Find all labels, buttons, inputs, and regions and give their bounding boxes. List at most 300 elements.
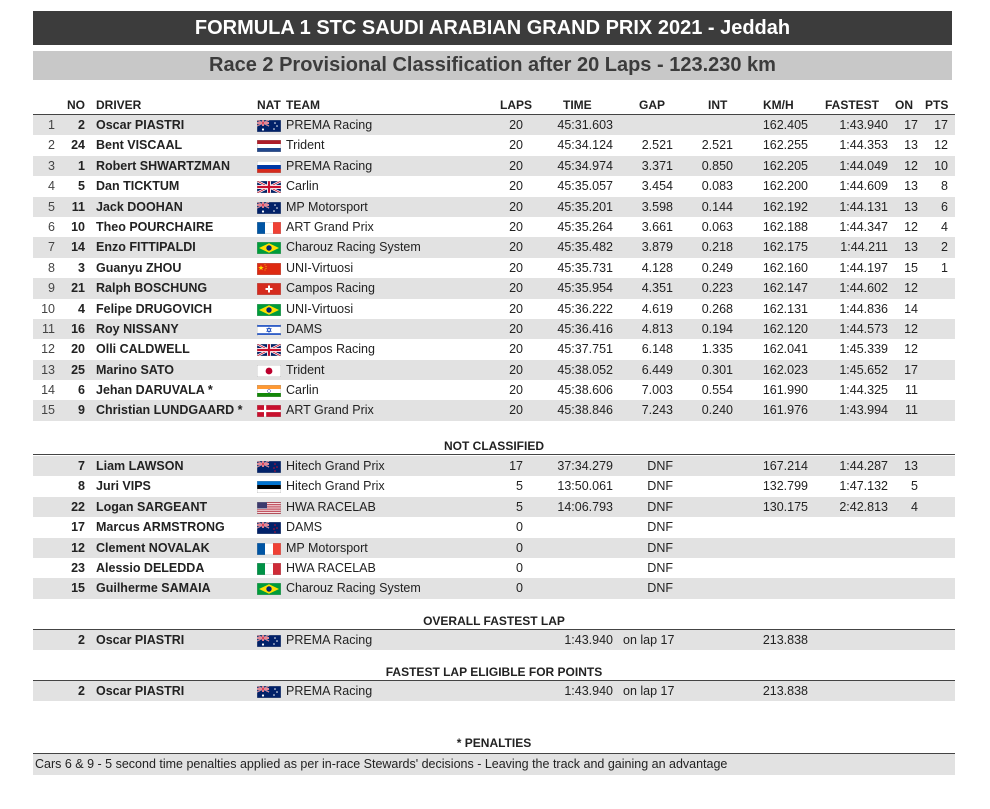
speed-cell: 167.214 [762, 459, 808, 473]
table-row [33, 681, 955, 701]
penalties-title: * PENALTIES [456, 736, 532, 750]
time-cell: 45:35.201 [557, 199, 613, 214]
gap-cell: 3.371 [641, 158, 673, 173]
gap-cell: 7.243 [641, 403, 673, 418]
team-cell: Hitech Grand Prix [286, 479, 385, 494]
car-number-cell: 10 [71, 219, 85, 234]
time-cell: 45:36.222 [557, 301, 613, 316]
fastest-on-lap-cell: 13 [904, 199, 918, 214]
header-gap: GAP [639, 98, 666, 112]
points-cell: 10 [934, 158, 948, 173]
divider [33, 454, 955, 455]
table-row [33, 380, 955, 400]
laps-cell: 0 [516, 560, 523, 575]
table-row [33, 400, 955, 420]
speed-cell: 162.041 [762, 342, 808, 357]
team-cell: Carlin [286, 179, 319, 194]
time-cell: 45:38.052 [557, 362, 613, 377]
laps-cell: 20 [509, 281, 523, 296]
laps-cell: 20 [509, 342, 523, 357]
fastest-on-lap-cell: 11 [905, 403, 918, 418]
fastest-lap-time-cell: 1:43.940 [564, 633, 613, 647]
driver-cell: Guilherme SAMAIA [96, 581, 211, 596]
time-cell: 45:36.416 [557, 321, 613, 336]
car-number-cell: 21 [71, 281, 85, 296]
laps-cell: 20 [509, 240, 523, 255]
car-number-cell: 6 [78, 383, 85, 398]
driver-cell: Clement NOVALAK [96, 540, 210, 555]
header-laps: LAPS [499, 98, 532, 112]
team-cell: MP Motorsport [286, 199, 368, 214]
time-cell: 45:35.057 [557, 179, 613, 194]
gap-cell: 6.449 [641, 362, 673, 377]
fastest-on-lap-cell: 12 [904, 219, 918, 234]
interval-cell: 0.268 [701, 301, 733, 316]
car-number-cell: 2 [78, 118, 85, 132]
flag-icon [257, 161, 281, 173]
car-number-cell: 11 [71, 199, 85, 214]
overall-fastest-table [33, 630, 955, 650]
on-lap-cell: on lap 17 [623, 684, 675, 698]
header-fastest: FASTEST [825, 98, 880, 112]
position-cell: 13 [41, 362, 55, 377]
driver-cell: Jack DOOHAN [96, 199, 183, 214]
car-number-cell: 20 [71, 342, 85, 357]
flag-icon [257, 365, 281, 377]
team-cell: UNI-Virtuosi [286, 301, 354, 316]
gap-cell: 4.813 [641, 321, 673, 336]
gap-cell: DNF [647, 540, 673, 555]
car-number-cell: 12 [71, 540, 85, 555]
points-cell: 17 [934, 118, 948, 132]
position-cell: 1 [48, 118, 55, 132]
team-cell: Carlin [286, 383, 319, 398]
laps-cell: 20 [509, 301, 523, 316]
team-cell: ART Grand Prix [286, 219, 374, 234]
gap-cell: 2.521 [641, 138, 673, 153]
driver-cell: Marino SATO [96, 362, 175, 377]
driver-cell: Liam LAWSON [96, 459, 184, 473]
flag-icon [257, 385, 281, 397]
car-number-cell: 16 [71, 321, 85, 336]
team-cell: Hitech Grand Prix [286, 459, 385, 473]
laps-cell: 20 [509, 362, 523, 377]
fastest-on-lap-cell: 5 [911, 479, 918, 494]
interval-cell: 0.194 [701, 321, 733, 336]
time-cell: 45:34.974 [557, 158, 613, 173]
flag-icon [257, 344, 281, 356]
fastest-lap-cell: 1:44.573 [839, 321, 888, 336]
position-cell: 5 [48, 199, 55, 214]
interval-cell: 0.850 [701, 158, 733, 173]
points-cell: 12 [934, 138, 948, 153]
gap-cell: 3.661 [641, 219, 673, 234]
gap-cell: DNF [647, 520, 673, 535]
points-cell: 1 [941, 260, 948, 275]
flag-icon [257, 181, 281, 193]
interval-cell: 0.249 [701, 260, 733, 275]
header-pts: PTS [925, 98, 949, 112]
speed-cell: 162.131 [762, 301, 808, 316]
speed-cell: 162.175 [762, 240, 808, 255]
table-row [33, 456, 955, 476]
team-cell: HWA RACELAB [286, 499, 376, 514]
points-cell: 2 [941, 240, 948, 255]
driver-cell: Dan TICKTUM [96, 179, 180, 194]
table-row [33, 578, 955, 598]
position-cell: 7 [48, 240, 55, 255]
team-cell: MP Motorsport [286, 540, 368, 555]
position-cell: 15 [41, 403, 55, 418]
time-cell: 45:35.264 [557, 219, 613, 234]
points-cell: 6 [941, 199, 948, 214]
laps-cell: 17 [509, 459, 523, 473]
driver-cell: Felipe DRUGOVICH [96, 301, 212, 316]
fastest-lap-cell: 1:44.609 [839, 179, 888, 194]
fastest-points-title: FASTEST LAP ELIGIBLE FOR POINTS [385, 665, 603, 679]
position-cell: 6 [48, 219, 55, 234]
driver-cell: Oscar PIASTRI [96, 633, 185, 647]
interval-cell: 0.063 [701, 219, 733, 234]
time-cell: 45:34.124 [557, 138, 613, 153]
laps-cell: 20 [509, 138, 523, 153]
car-number-cell: 17 [71, 520, 85, 535]
laps-cell: 0 [516, 520, 523, 535]
position-cell: 4 [48, 179, 55, 194]
speed-cell: 162.023 [762, 362, 808, 377]
fastest-on-lap-cell: 12 [904, 158, 918, 173]
header-kmh: KM/H [763, 98, 794, 112]
header-nat: NAT [257, 98, 281, 112]
driver-cell: Juri VIPS [96, 479, 151, 494]
driver-cell: Theo POURCHAIRE [96, 219, 214, 234]
table-row [33, 197, 955, 217]
fastest-lap-cell: 1:44.287 [839, 459, 888, 473]
table-row [33, 517, 955, 537]
classification-table [33, 95, 955, 421]
fastest-lap-cell: 2:42.813 [839, 499, 888, 514]
fastest-lap-cell: 1:44.602 [839, 281, 888, 296]
speed-cell: 162.255 [762, 138, 808, 153]
table-row [33, 360, 955, 380]
time-cell: 45:38.606 [557, 383, 613, 398]
table-row [33, 237, 955, 257]
fastest-lap-cell: 1:44.836 [839, 301, 888, 316]
speed-cell: 161.976 [762, 403, 808, 418]
time-cell: 37:34.279 [557, 459, 613, 473]
flag-icon [257, 481, 281, 493]
laps-cell: 5 [516, 499, 523, 514]
flag-icon [257, 140, 281, 152]
fastest-on-lap-cell: 15 [904, 260, 918, 275]
position-cell: 9 [48, 281, 55, 296]
speed-cell: 130.175 [762, 499, 808, 514]
position-cell: 11 [42, 321, 55, 336]
header-driver: DRIVER [96, 98, 142, 112]
position-cell: 8 [48, 260, 55, 275]
flag-icon [257, 222, 281, 234]
driver-cell: Ralph BOSCHUNG [96, 281, 208, 296]
interval-cell: 1.335 [701, 342, 733, 357]
gap-cell: DNF [647, 459, 673, 473]
flag-icon [257, 522, 281, 534]
fastest-on-lap-cell: 13 [904, 459, 918, 473]
fastest-lap-cell: 1:44.211 [840, 240, 888, 255]
gap-cell: 4.128 [641, 260, 673, 275]
speed-cell: 162.188 [762, 219, 808, 234]
car-number-cell: 9 [78, 403, 85, 418]
table-row [33, 135, 955, 155]
laps-cell: 20 [509, 260, 523, 275]
speed-cell: 162.147 [762, 281, 808, 296]
flag-icon [257, 502, 281, 514]
gap-cell: 7.003 [641, 383, 673, 398]
flag-icon [257, 120, 281, 132]
interval-cell: 0.144 [701, 199, 733, 214]
flag-icon [257, 543, 281, 555]
position-cell: 3 [48, 158, 55, 173]
interval-cell: 0.554 [701, 383, 733, 398]
time-cell: 45:38.846 [557, 403, 613, 418]
team-cell: Charouz Racing System [286, 240, 421, 255]
team-cell: DAMS [286, 321, 323, 336]
car-number-cell: 24 [71, 138, 85, 153]
fastest-lap-cell: 1:44.197 [839, 260, 888, 275]
table-row [33, 630, 955, 650]
fastest-lap-cell: 1:43.994 [839, 403, 888, 418]
driver-cell: Christian LUNDGAARD * [96, 403, 243, 418]
fastest-on-lap-cell: 17 [904, 362, 918, 377]
fastest-lap-cell: 1:44.353 [839, 138, 888, 153]
interval-cell: 0.301 [701, 362, 733, 377]
not-classified-table [33, 456, 955, 599]
laps-cell: 20 [509, 118, 523, 132]
fastest-on-lap-cell: 11 [905, 383, 918, 398]
table-row [33, 156, 955, 176]
fastest-on-lap-cell: 14 [904, 301, 918, 316]
fastest-points-table [33, 681, 955, 701]
team-cell: Trident [286, 138, 325, 153]
speed-cell: 132.799 [762, 479, 808, 494]
gap-cell: 4.351 [641, 281, 673, 296]
car-number-cell: 22 [71, 499, 85, 514]
car-number-cell: 8 [78, 479, 85, 494]
flag-icon [257, 242, 281, 254]
flag-icon [257, 304, 281, 316]
interval-cell: 0.218 [701, 240, 733, 255]
car-number-cell: 25 [71, 362, 85, 377]
flag-icon [257, 563, 281, 575]
car-number-cell: 2 [78, 633, 85, 647]
laps-cell: 20 [509, 219, 523, 234]
gap-cell: DNF [647, 560, 673, 575]
car-number-cell: 23 [71, 560, 85, 575]
table-row [33, 278, 955, 298]
points-cell: 4 [941, 219, 948, 234]
laps-cell: 0 [516, 540, 523, 555]
fastest-lap-cell: 1:44.325 [839, 383, 888, 398]
interval-cell: 0.223 [701, 281, 733, 296]
table-row [33, 558, 955, 578]
gap-cell: 3.879 [641, 240, 673, 255]
gap-cell: DNF [647, 499, 673, 514]
flag-icon [257, 324, 281, 336]
driver-cell: Alessio DELEDDA [96, 560, 205, 575]
laps-cell: 20 [509, 321, 523, 336]
interval-cell: 0.240 [701, 403, 733, 418]
time-cell: 45:35.731 [557, 260, 613, 275]
laps-cell: 5 [516, 479, 523, 494]
table-row [33, 538, 955, 558]
flag-icon [257, 263, 281, 275]
laps-cell: 20 [509, 403, 523, 418]
overall-fastest-title: OVERALL FASTEST LAP [423, 614, 565, 628]
car-number-cell: 3 [78, 260, 85, 275]
header-int: INT [708, 98, 728, 112]
on-lap-cell: on lap 17 [623, 633, 675, 647]
table-row [33, 476, 955, 496]
fastest-lap-cell: 1:45.339 [839, 342, 888, 357]
team-cell: PREMA Racing [286, 118, 373, 132]
gap-cell: DNF [647, 479, 673, 494]
interval-cell: 0.083 [701, 179, 733, 194]
header-team: TEAM [286, 98, 320, 112]
driver-cell: Oscar PIASTRI [96, 118, 185, 132]
page-subtitle: Race 2 Provisional Classification after 20 Laps - 123.230 km [33, 51, 952, 80]
header-no: NO [67, 98, 85, 112]
car-number-cell: 2 [78, 684, 85, 698]
fastest-on-lap-cell: 12 [904, 342, 918, 357]
position-cell: 14 [41, 383, 55, 398]
table-row [33, 339, 955, 359]
flag-icon [257, 405, 281, 417]
team-cell: Charouz Racing System [286, 581, 421, 596]
fastest-on-lap-cell: 12 [904, 321, 918, 336]
table-row [33, 258, 955, 278]
position-cell: 2 [48, 138, 55, 153]
fastest-on-lap-cell: 12 [904, 281, 918, 296]
gap-cell: 3.598 [641, 199, 673, 214]
team-cell: HWA RACELAB [286, 560, 376, 575]
team-cell: UNI-Virtuosi [286, 260, 354, 275]
laps-cell: 20 [509, 199, 523, 214]
team-cell: Trident [286, 362, 325, 377]
speed-cell: 161.990 [762, 383, 808, 398]
table-row [33, 115, 955, 135]
car-number-cell: 5 [78, 179, 85, 194]
fastest-lap-cell: 1:44.049 [839, 158, 888, 173]
table-row [33, 176, 955, 196]
table-header [33, 95, 955, 115]
fastest-on-lap-cell: 4 [911, 499, 918, 514]
team-cell: PREMA Racing [286, 633, 373, 647]
laps-cell: 20 [509, 158, 523, 173]
table-row [33, 497, 955, 517]
time-cell: 45:31.603 [557, 118, 613, 132]
time-cell: 45:37.751 [557, 342, 613, 357]
position-cell: 10 [41, 301, 55, 316]
penalties-note: Cars 6 & 9 - 5 second time penalties applied as per in-race Stewards' decisions - Leaving the track and gaining an advantage [33, 753, 955, 775]
car-number-cell: 4 [78, 301, 85, 316]
gap-cell: 6.148 [641, 342, 673, 357]
driver-cell: Logan SARGEANT [96, 499, 208, 514]
car-number-cell: 14 [71, 240, 85, 255]
driver-cell: Guanyu ZHOU [96, 260, 182, 275]
fastest-on-lap-cell: 17 [904, 118, 918, 132]
gap-cell: DNF [647, 581, 673, 596]
page-title: FORMULA 1 STC SAUDI ARABIAN GRAND PRIX 2021 - Jeddah [33, 11, 952, 45]
speed-cell: 162.192 [762, 199, 808, 214]
team-cell: Campos Racing [286, 281, 375, 296]
points-cell: 8 [941, 179, 948, 194]
team-cell: ART Grand Prix [286, 403, 374, 418]
table-row [33, 319, 955, 339]
team-cell: PREMA Racing [286, 158, 373, 173]
fastest-on-lap-cell: 13 [904, 138, 918, 153]
time-cell: 14:06.793 [557, 499, 613, 514]
team-cell: Campos Racing [286, 342, 375, 357]
speed-cell: 162.160 [762, 260, 808, 275]
speed-cell: 213.838 [762, 684, 808, 698]
gap-cell: 3.454 [641, 179, 673, 194]
car-number-cell: 15 [71, 581, 85, 596]
driver-cell: Marcus ARMSTRONG [96, 520, 225, 535]
time-cell: 13:50.061 [557, 479, 613, 494]
gap-cell: 4.619 [641, 301, 673, 316]
speed-cell: 162.405 [762, 118, 808, 132]
flag-icon [257, 461, 281, 473]
interval-cell: 2.521 [701, 138, 733, 153]
table-row [33, 299, 955, 319]
fastest-lap-cell: 1:44.347 [839, 219, 888, 234]
speed-cell: 213.838 [762, 633, 808, 647]
laps-cell: 0 [516, 581, 523, 596]
flag-icon [257, 283, 281, 295]
flag-icon [257, 583, 281, 595]
driver-cell: Bent VISCAAL [96, 138, 183, 153]
speed-cell: 162.200 [762, 179, 808, 194]
car-number-cell: 1 [78, 158, 85, 173]
driver-cell: Olli CALDWELL [96, 342, 190, 357]
car-number-cell: 7 [78, 459, 85, 473]
team-cell: DAMS [286, 520, 323, 535]
header-on: ON [895, 98, 913, 112]
fastest-lap-cell: 1:43.940 [839, 118, 888, 132]
fastest-lap-cell: 1:47.132 [839, 479, 888, 494]
flag-icon [257, 635, 281, 647]
fastest-lap-cell: 1:45.652 [839, 362, 888, 377]
fastest-on-lap-cell: 13 [904, 179, 918, 194]
time-cell: 45:35.482 [557, 240, 613, 255]
driver-cell: Roy NISSANY [96, 321, 179, 336]
speed-cell: 162.120 [762, 321, 808, 336]
driver-cell: Enzo FITTIPALDI [96, 240, 196, 255]
time-cell: 45:35.954 [557, 281, 613, 296]
driver-cell: Jehan DARUVALA * [96, 383, 213, 398]
team-cell: PREMA Racing [286, 684, 373, 698]
laps-cell: 20 [509, 383, 523, 398]
driver-cell: Oscar PIASTRI [96, 684, 185, 698]
fastest-lap-time-cell: 1:43.940 [564, 684, 613, 698]
fastest-lap-cell: 1:44.131 [839, 199, 888, 214]
not-classified-title: NOT CLASSIFIED [443, 439, 544, 453]
fastest-on-lap-cell: 13 [904, 240, 918, 255]
position-cell: 12 [41, 342, 55, 357]
header-time: TIME [563, 98, 592, 112]
speed-cell: 162.205 [762, 158, 808, 173]
flag-icon [257, 202, 281, 214]
table-row [33, 217, 955, 237]
